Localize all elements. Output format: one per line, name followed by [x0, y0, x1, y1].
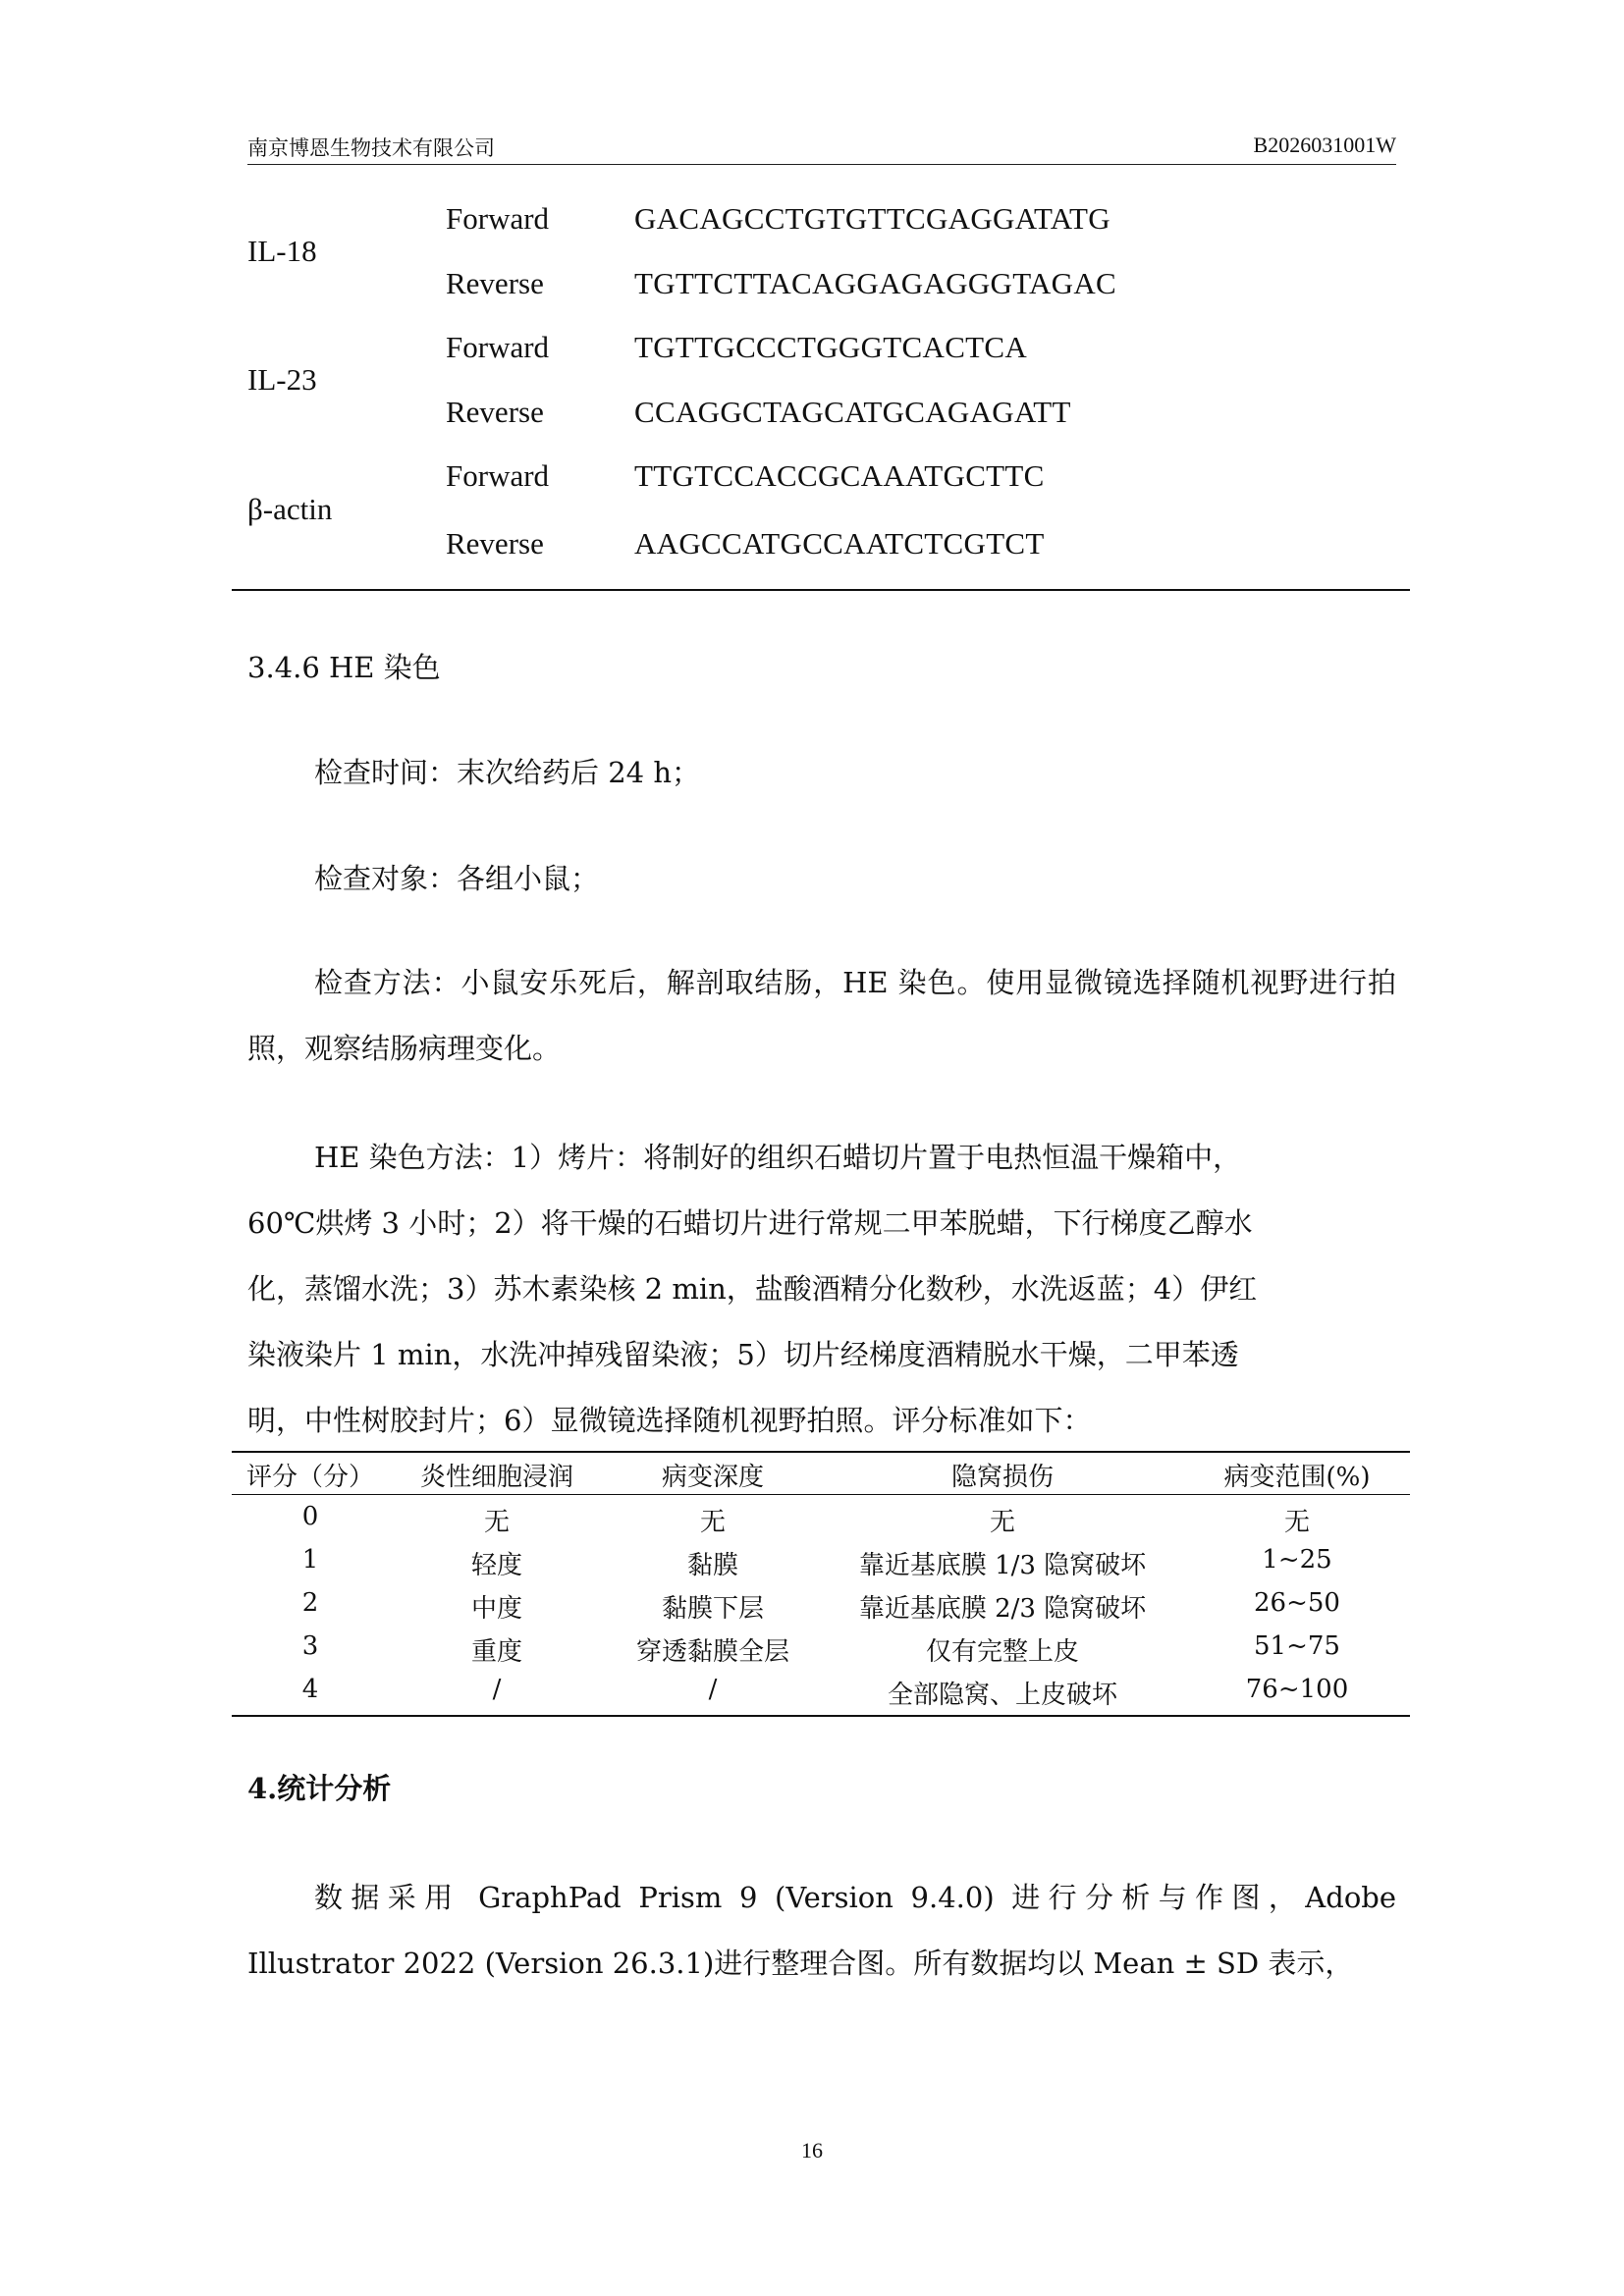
- table-row: [232, 1626, 1410, 1669]
- company-name: 南京博恩生物技术有限公司: [247, 136, 495, 160]
- paragraph-line: 染液染片 1 min，水洗冲掉残留染液；5）切片经梯度酒精脱水干燥，二甲苯透: [247, 1338, 1239, 1371]
- table-bottom-rule: [232, 1715, 1410, 1717]
- table-cell: 黏膜下层: [661, 1594, 764, 1624]
- column-header: 病变深度: [661, 1463, 764, 1492]
- table-cell: 51~75: [1254, 1631, 1340, 1661]
- section-heading: 3.4.6 HE 染色: [247, 651, 441, 684]
- table-cell: 仅有完整上皮: [925, 1637, 1079, 1667]
- table-cell: 1~25: [1262, 1545, 1332, 1575]
- table-cell: /: [708, 1675, 718, 1704]
- page-header: [247, 131, 1396, 165]
- table-cell: 1: [301, 1545, 319, 1575]
- table-cell: 穿透黏膜全层: [635, 1637, 789, 1667]
- table-row: [232, 1582, 1410, 1626]
- column-header: 隐窝损伤: [950, 1463, 1054, 1492]
- table-header-row: [232, 1451, 1410, 1494]
- check-method: 检查方法：小鼠安乐死后，解剖取结肠，HE 染色。使用显微镜选择随机视野进行拍照，观察结肠病理变化。: [247, 966, 1396, 1065]
- primer-direction: Forward: [446, 458, 550, 493]
- table-cell: 轻度: [470, 1551, 522, 1580]
- table-cell: 4: [301, 1675, 319, 1704]
- table-cell: 无: [483, 1508, 510, 1537]
- section-heading: 4.统计分析: [247, 1772, 392, 1805]
- primer-direction: Reverse: [446, 266, 544, 300]
- column-header: 病变范围(%): [1223, 1463, 1371, 1492]
- primer-direction: Reverse: [446, 526, 544, 561]
- column-header: 炎性细胞浸润: [419, 1463, 573, 1492]
- paragraph-line: 60℃烘烤 3 小时；2）将干燥的石蜡切片进行常规二甲苯脱蜡，下行梯度乙醇水: [247, 1206, 1253, 1240]
- primer-sequence: TTGTCCACCGCAAATGCTTC: [634, 458, 1045, 493]
- primer-direction: Forward: [446, 330, 550, 364]
- table-cell: /: [492, 1675, 502, 1704]
- page-number: 16: [801, 2138, 823, 2163]
- table-cell: 0: [301, 1502, 319, 1531]
- table-cell: 重度: [470, 1637, 522, 1667]
- gene-name: IL-23: [247, 362, 317, 397]
- gene-name: β-actin: [247, 492, 333, 526]
- paragraph-line: Illustrator 2022 (Version 26.3.1)进行整理合图。所有数据均以 Mean ± SD 表示，: [247, 1947, 1354, 1980]
- paragraph-line: HE 染色方法：1）烤片：将制好的组织石蜡切片置于电热恒温干燥箱中，: [314, 1141, 1242, 1174]
- table-cell: 3: [301, 1631, 319, 1661]
- primer-direction: Reverse: [446, 395, 544, 429]
- table-cell: 全部隐窝、上皮破坏: [887, 1681, 1117, 1710]
- table-bottom-rule: [232, 589, 1410, 591]
- table-cell: 2: [301, 1588, 319, 1618]
- table-cell: 无: [989, 1508, 1015, 1537]
- check-subject: 检查对象：各组小鼠；: [314, 862, 600, 895]
- primer-row: [232, 395, 1410, 459]
- primer-direction: Forward: [446, 201, 550, 236]
- he-method-paragraph: [247, 1125, 1396, 1454]
- table-cell: 26~50: [1254, 1588, 1340, 1618]
- primer-row: [232, 266, 1410, 331]
- paragraph-line: 明，中性树胶封片；6）显微镜选择随机视野拍照。评分标准如下：: [247, 1404, 1092, 1437]
- table-cell: 无: [1283, 1508, 1310, 1537]
- table-cell: 中度: [470, 1594, 522, 1624]
- check-time: 检查时间：末次给药后 24 h；: [314, 756, 701, 789]
- column-header: 评分（分）: [245, 1463, 374, 1492]
- document-id: B2026031001W: [1253, 133, 1396, 157]
- table-cell: 靠近基底膜 2/3 隐窝破坏: [858, 1594, 1147, 1624]
- table-cell: 无: [699, 1508, 726, 1537]
- table-row: [232, 1669, 1410, 1712]
- primer-sequence: GACAGCCTGTGTTCGAGGATATG: [634, 201, 1110, 236]
- gene-name: IL-18: [247, 234, 317, 268]
- primer-sequence: TGTTCTTACAGGAGAGGGTAGAC: [634, 266, 1117, 300]
- primer-row: [232, 526, 1410, 591]
- primer-sequence: AAGCCATGCCAATCTCGTCT: [634, 526, 1045, 561]
- primer-sequence: TGTTGCCCTGGGTCACTCA: [634, 330, 1028, 364]
- table-cell: 76~100: [1245, 1675, 1349, 1704]
- table-cell: 黏膜: [686, 1551, 738, 1580]
- table-header-rule: [232, 1494, 1410, 1495]
- primer-sequence: CCAGGCTAGCATGCAGAGATT: [634, 395, 1071, 429]
- table-row: [232, 1496, 1410, 1539]
- table-row: [232, 1539, 1410, 1582]
- paragraph-line: 化，蒸馏水洗；3）苏木素染核 2 min，盐酸酒精分化数秒，水洗返蓝；4）伊红: [247, 1272, 1258, 1306]
- stats-paragraph: [247, 1865, 1396, 1997]
- table-cell: 靠近基底膜 1/3 隐窝破坏: [858, 1551, 1147, 1580]
- paragraph-line: 数据采用 GraphPad Prism 9 (Version 9.4.0) 进行分析与作图，Adobe: [314, 1881, 1396, 1914]
